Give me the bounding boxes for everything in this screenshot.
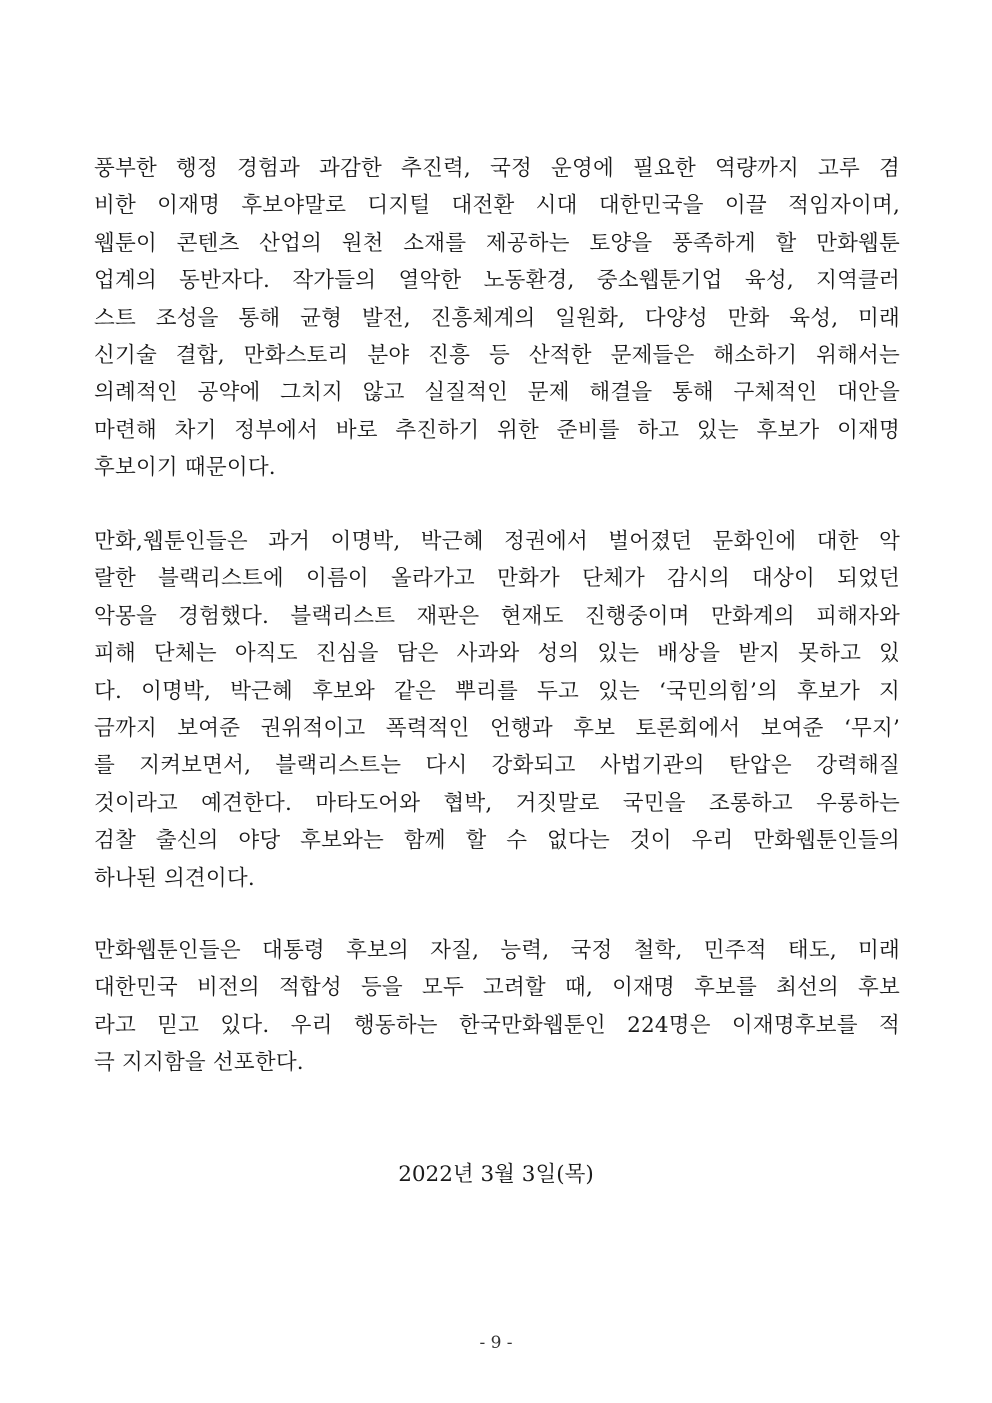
text-line: 스트 조성을 통해 균형 발전, 진흥체계의 일원화, 다양성 만화 육성, 미래 (94, 305, 900, 331)
text-line: 금까지 보여준 권위적이고 폭력적인 언행과 후보 토론회에서 보여준 ‘무지’ (94, 716, 900, 742)
text-line: 악몽을 경험했다. 블랙리스트 재판은 현재도 진행중이며 만화계의 피해자와 (94, 603, 900, 629)
text-line: 다. 이명박, 박근혜 후보와 같은 뿌리를 두고 있는 ‘국민의힘’의 후보가 지 (94, 678, 900, 704)
text-line: 랄한 블랙리스트에 이름이 올라가고 만화가 단체가 감시의 대상이 되었던 (94, 566, 900, 592)
paragraph-2 (94, 523, 900, 897)
page-number: - 9 - (479, 1333, 513, 1353)
text-line: 검찰 출신의 야당 후보와는 함께 할 수 없다는 것이 우리 만화웹툰인들의 (94, 828, 900, 854)
paragraph-1 (94, 150, 900, 487)
text-line: 라고 믿고 있다. 우리 행동하는 한국만화웹툰인 224명은 이재명후보를 적 (94, 1012, 900, 1038)
text-line: 를 지켜보면서, 블랙리스트는 다시 강화되고 사법기관의 탄압은 강력해질 (94, 753, 900, 779)
text-line: 마련해 차기 정부에서 바로 추진하기 위한 준비를 하고 있는 후보가 이재명 (94, 417, 900, 443)
text-line: 의례적인 공약에 그치지 않고 실질적인 문제 해결을 통해 구체적인 대안을 (94, 380, 900, 406)
text-line: 만화,웹툰인들은 과거 이명박, 박근혜 정권에서 벌어졌던 문화인에 대한 악 (94, 529, 900, 554)
text-line: 만화웹툰인들은 대통령 후보의 자질, 능력, 국정 철학, 민주적 태도, 미래 (94, 938, 900, 963)
text-line: 비한 이재명 후보야말로 디지털 대전환 시대 대한민국을 이끌 적임자이며, (94, 193, 900, 219)
paragraph-3 (94, 932, 900, 1082)
text-line: 신기술 결합, 만화스토리 분야 진흥 등 산적한 문제들은 해소하기 위해서는 (94, 343, 900, 369)
text-line: 것이라고 예견한다. 마타도어와 협박, 거짓말로 국민을 조롱하고 우롱하는 (94, 790, 900, 816)
text-line: 피해 단체는 아직도 진심을 담은 사과와 성의 있는 배상을 받지 못하고 있 (94, 641, 900, 667)
text-line: 웹툰이 콘텐츠 산업의 원천 소재를 제공하는 토양을 풍족하게 할 만화웹툰 (94, 230, 900, 256)
text-line: 대한민국 비전의 적합성 등을 모두 고려할 때, 이재명 후보를 최선의 후보 (94, 975, 900, 1001)
text-line: 후보이기 때문이다. (94, 455, 276, 481)
text-line: 하나된 의견이다. (94, 865, 255, 891)
text-line: 풍부한 행정 경험과 과감한 추진력, 국정 운영에 필요한 역량까지 고루 겸 (94, 156, 900, 181)
document-date: 2022년 3월 3일(목) (398, 1162, 594, 1187)
text-line: 극 지지함을 선포한다. (94, 1050, 304, 1076)
text-line: 업계의 동반자다. 작가들의 열악한 노동환경, 중소웹툰기업 육성, 지역클러 (94, 268, 900, 294)
